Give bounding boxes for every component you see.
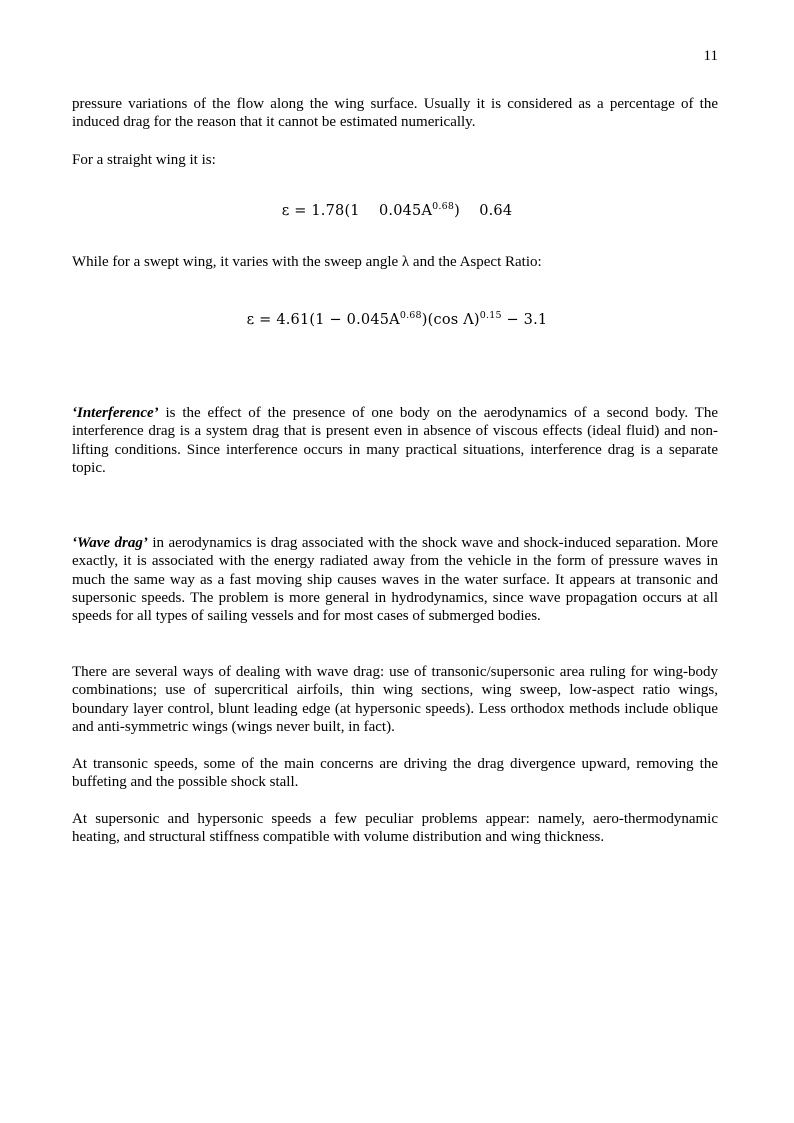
interference-term: ‘Interference’ [72, 405, 159, 421]
wave-drag-paragraph [72, 534, 718, 625]
equation-swept-part1: ε = 4.61(1 − 0.045A [246, 312, 400, 328]
straight-wing-paragraph: For a straight wing it is: [72, 152, 216, 168]
wave-drag-body: in aerodynamics is drag associated with the shock wave and shock-induced separation. More exactly, it is associated with the energy radiated away from the vehicle in the form of pressure waves in much the same way as a fast moving ship causes waves in the water surface. It appears at transonic and supersonic speeds. The problem is more general in hydrodynamics, since wave propagation occurs at all speeds for all types of sailing vessels and for most cases of submerged bodies. [72, 535, 718, 625]
equation-straight-exponent: 0.68 [432, 201, 455, 212]
page-number: 11 [703, 48, 718, 64]
wave-drag-methods-paragraph: There are several ways of dealing with wave drag: use of transonic/supersonic area ruling for wing-body combinations; use of supercritical airfoils, thin wing sections, wing sweep, low-aspect ratio wings, boundary layer control, blunt leading edge (at hypersonic speeds). Less orthodox methods include oblique and anti-symmetric wings (wings never built, in fact). [72, 664, 718, 735]
equation-straight-part1: ε = 1.78(1 0.045A [281, 203, 433, 219]
wave-drag-term: ‘Wave drag’ [72, 535, 148, 551]
transonic-paragraph: At transonic speeds, some of the main concerns are driving the drag divergence upward, removing the buffeting and the possible shock stall. [72, 756, 718, 791]
equation-swept-wing [0, 311, 794, 329]
equation-straight-wing [0, 202, 794, 220]
equation-swept-exponent-b: 0.15 [479, 310, 502, 321]
supersonic-paragraph: At supersonic and hypersonic speeds a few peculiar problems appear: namely, aero-thermodynamic heating, and structural stiffness compatible with volume distribution and wing thickness. [72, 811, 718, 846]
interference-body: is the effect of the presence of one body on the aerodynamics of a second body. The interference drag is a system drag that is present even in absence of viscous effects (ideal fluid) and non-lifting conditions. Since interference occurs in many practical situations, interference drag is a separate topic. [72, 405, 718, 476]
equation-swept-part3: − 3.1 [501, 312, 548, 328]
interference-paragraph [72, 404, 718, 477]
equation-swept-exponent-a: 0.68 [399, 310, 422, 321]
equation-straight-part2: ) 0.64 [454, 203, 513, 219]
equation-swept-part2: )(cos Λ) [421, 312, 480, 328]
intro-paragraph: pressure variations of the flow along the wing surface. Usually it is considered as a percentage of the induced drag for the reason that it cannot be estimated numerically. [72, 96, 718, 131]
swept-wing-paragraph: While for a swept wing, it varies with the sweep angle λ and the Aspect Ratio: [72, 254, 542, 270]
